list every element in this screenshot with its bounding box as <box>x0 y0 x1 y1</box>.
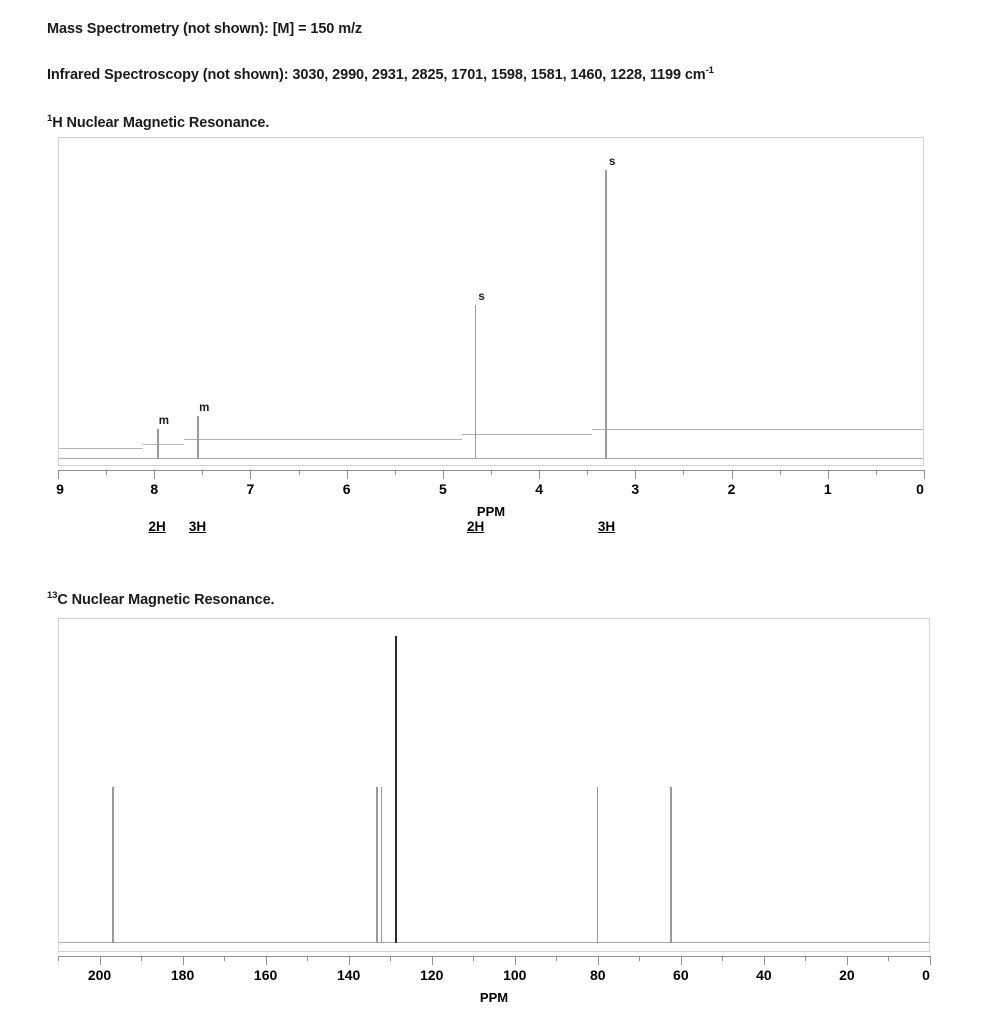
integral-trace-segment <box>620 429 923 430</box>
axis-major-tick <box>635 470 636 479</box>
axis-minor-tick <box>805 956 806 961</box>
axis-tick-label: 1 <box>823 481 832 497</box>
spectrum-peak <box>475 305 477 459</box>
carbon-nmr-heading-text: C Nuclear Magnetic Resonance. <box>57 591 275 608</box>
axis-minor-tick <box>141 956 142 961</box>
axis-minor-tick <box>299 470 300 475</box>
axis-minor-tick <box>683 470 684 475</box>
axis-major-tick <box>154 470 155 479</box>
axis-minor-tick <box>780 470 781 475</box>
axis-minor-tick <box>587 470 588 475</box>
axis-major-tick <box>930 956 931 965</box>
axis-tick-label: 7 <box>246 481 255 497</box>
axis-major-tick <box>598 956 599 965</box>
proton-nmr-plot <box>58 137 924 466</box>
carbon-nmr-plot <box>58 618 930 952</box>
axis-major-tick <box>349 956 350 965</box>
axis-minor-tick <box>639 956 640 961</box>
axis-major-tick <box>183 956 184 965</box>
axis-major-tick <box>828 470 829 479</box>
proton-nmr-tick-labels <box>58 481 924 503</box>
spectrum-peak <box>597 787 599 943</box>
axis-minor-tick <box>722 956 723 961</box>
spectrum-peak <box>197 416 199 459</box>
spectrum-peak <box>395 636 397 943</box>
axis-tick-label: 140 <box>336 967 361 983</box>
axis-minor-tick <box>491 470 492 475</box>
spectrum-peak <box>381 787 383 943</box>
axis-tick-label: 3 <box>631 481 640 497</box>
axis-tick-label: 6 <box>342 481 351 497</box>
spectrum-peak <box>605 170 607 459</box>
spectrum-peak <box>670 787 672 943</box>
peak-integration-label: 2H <box>466 519 485 534</box>
carbon-nmr-tick-labels <box>58 967 930 989</box>
axis-tick-label: 4 <box>535 481 544 497</box>
axis-tick-label: 180 <box>170 967 195 983</box>
peak-multiplicity-label: s <box>478 291 485 304</box>
axis-tick-label: 5 <box>438 481 447 497</box>
axis-major-tick <box>515 956 516 965</box>
integral-trace-segment <box>59 448 143 449</box>
carbon-nmr-axis-title: PPM <box>479 990 509 1005</box>
peak-multiplicity-label: m <box>199 401 210 414</box>
axis-major-tick <box>764 956 765 965</box>
axis-minor-tick <box>390 956 391 961</box>
mass-spectrometry-line: Mass Spectrometry (not shown): [M] = 150 m/z <box>47 21 363 37</box>
axis-tick-label: 20 <box>839 967 855 983</box>
spectrum-baseline <box>59 458 923 459</box>
axis-tick-label: 160 <box>253 967 278 983</box>
axis-minor-tick <box>395 470 396 475</box>
ir-superscript: -1 <box>705 65 714 76</box>
axis-tick-label: 200 <box>87 967 112 983</box>
axis-tick-label: 9 <box>56 481 64 497</box>
peak-multiplicity-label: s <box>608 156 616 169</box>
infrared-spectroscopy-line <box>47 65 714 83</box>
proton-nmr-heading <box>47 113 269 131</box>
axis-major-tick <box>924 470 925 479</box>
axis-tick-label: 8 <box>150 481 159 497</box>
peak-integration-label: 3H <box>597 519 616 534</box>
axis-major-tick <box>266 956 267 965</box>
carbon-nmr-spectrum-area <box>59 619 929 951</box>
spectrum-peak <box>157 429 159 459</box>
axis-tick-label: 0 <box>922 967 930 983</box>
proton-nmr-heading-text: H Nuclear Magnetic Resonance. <box>52 114 270 131</box>
axis-major-tick <box>432 956 433 965</box>
axis-minor-tick <box>888 956 889 961</box>
integral-trace-segment <box>489 434 592 435</box>
peak-integration-label: 2H <box>148 519 166 534</box>
axis-tick-label: 40 <box>756 967 772 983</box>
proton-nmr-integrations <box>58 519 924 541</box>
axis-tick-label: 2 <box>727 481 736 497</box>
peak-multiplicity-label: m <box>158 415 169 428</box>
axis-major-tick <box>347 470 348 479</box>
axis-minor-tick <box>202 470 203 475</box>
axis-minor-tick <box>876 470 877 475</box>
axis-minor-tick <box>224 956 225 961</box>
integral-trace-segment <box>143 444 176 445</box>
carbon-nmr-heading-superscript: 13 <box>47 590 58 601</box>
axis-tick-label: 120 <box>420 967 444 983</box>
axis-minor-tick <box>58 956 59 961</box>
axis-major-tick <box>681 956 682 965</box>
carbon-axis-line <box>58 956 930 957</box>
spectrum-baseline <box>59 942 929 943</box>
ir-text: Infrared Spectroscopy (not shown): 3030, 2990, 2931, 2825, 1701, 1598, 1581, 1460, 1228, 1199 cm <box>47 66 706 83</box>
axis-major-tick <box>847 956 848 965</box>
proton-nmr-heading-superscript: 1 <box>47 113 53 124</box>
axis-major-tick <box>250 470 251 479</box>
proton-nmr-spectrum-area <box>59 138 923 465</box>
axis-major-tick <box>732 470 733 479</box>
spectrum-peak <box>112 787 114 943</box>
axis-major-tick <box>443 470 444 479</box>
axis-major-tick <box>539 470 540 479</box>
integral-trace-segment <box>184 439 217 440</box>
axis-major-tick <box>100 956 101 965</box>
axis-tick-label: 0 <box>916 481 924 497</box>
integral-trace-segment <box>176 444 184 445</box>
axis-minor-tick <box>307 956 308 961</box>
axis-major-tick <box>58 470 59 479</box>
peak-integration-label: 3H <box>188 519 207 534</box>
axis-tick-label: 100 <box>503 967 527 983</box>
axis-minor-tick <box>106 470 107 475</box>
carbon-nmr-heading <box>47 590 274 608</box>
spectrum-peak <box>376 787 378 943</box>
axis-tick-label: 80 <box>590 967 606 983</box>
integral-trace-segment <box>216 439 462 440</box>
axis-minor-tick <box>556 956 557 961</box>
proton-nmr-axis-title: PPM <box>476 504 506 519</box>
axis-minor-tick <box>473 956 474 961</box>
axis-tick-label: 60 <box>673 967 689 983</box>
